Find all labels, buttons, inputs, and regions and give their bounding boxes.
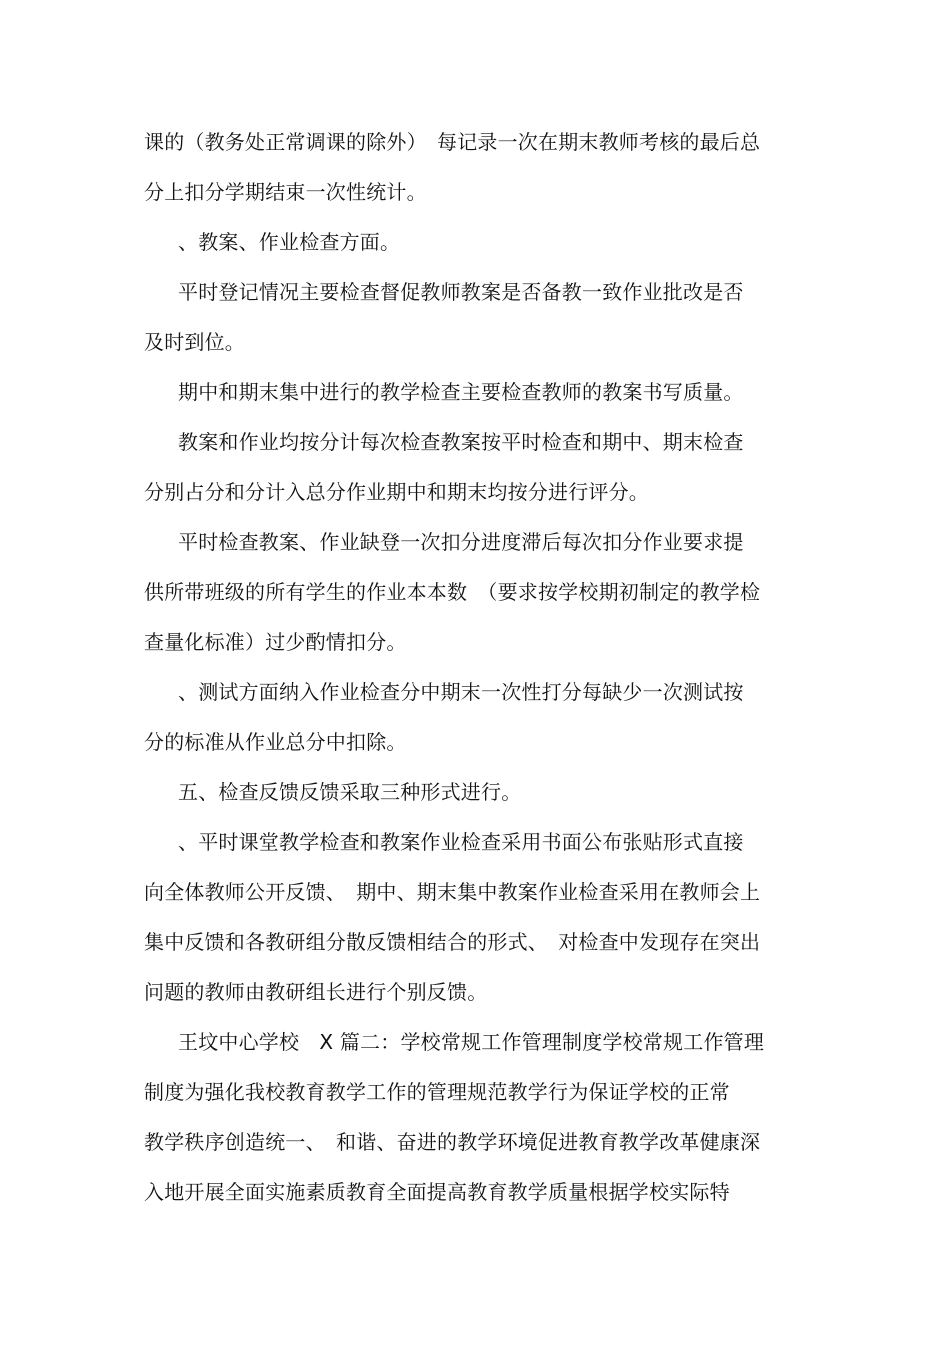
text-line: 查量化标准）过少酌情扣分。	[144, 630, 407, 654]
text-line: 五、检查反馈反馈采取三种形式进行。	[178, 780, 522, 804]
text-line: 向全体教师公开反馈、 期中、期末集中教案作业检查采用在教师会上	[144, 880, 761, 904]
text-line: 教学秩序创造统一、 和谐、奋进的教学环境促进教育教学改革健康深	[144, 1130, 761, 1154]
text-line: 分别占分和分计入总分作业期中和期末均按分进行评分。	[144, 480, 649, 504]
text-line: 、测试方面纳入作业检查分中期末一次性打分每缺少一次测试按	[178, 680, 744, 704]
text-line: 制度为强化我校教育教学工作的管理规范教学行为保证学校的正常	[144, 1080, 730, 1104]
text-line: 期中和期末集中进行的教学检查主要检查教师的教案书写质量。	[178, 380, 744, 404]
text-line: 供所带班级的所有学生的作业本本数 （要求按学校期初制定的教学检	[144, 580, 761, 604]
text-line: 平时检查教案、作业缺登一次扣分进度滞后每次扣分作业要求提	[178, 530, 744, 554]
text-line: 分上扣分学期结束一次性统计。	[144, 180, 427, 204]
text-line: 、教案、作业检查方面。	[178, 230, 401, 254]
text-line: 平时登记情况主要检查督促教师教案是否备教一致作业批改是否	[178, 280, 744, 304]
text-line: 及时到位。	[144, 330, 245, 354]
text-line: 问题的教师由教研组长进行个别反馈。	[144, 980, 488, 1004]
text-line: 课的（教务处正常调课的除外） 每记录一次在期末教师考核的最后总	[144, 130, 761, 154]
text-line: 入地开展全面实施素质教育全面提高教育教学质量根据学校实际特	[144, 1180, 730, 1204]
text-line: 王坟中心学校 X 篇二：学校常规工作管理制度学校常规工作管理	[178, 1030, 765, 1054]
text-line: 教案和作业均按分计每次检查教案按平时检查和期中、期末检查	[178, 430, 744, 454]
text-line: 分的标准从作业总分中扣除。	[144, 730, 407, 754]
text-line: 、平时课堂教学检查和教案作业检查采用书面公布张贴形式直接	[178, 830, 744, 854]
text-line: 集中反馈和各教研组分散反馈相结合的形式、 对检查中发现存在突出	[144, 930, 761, 954]
